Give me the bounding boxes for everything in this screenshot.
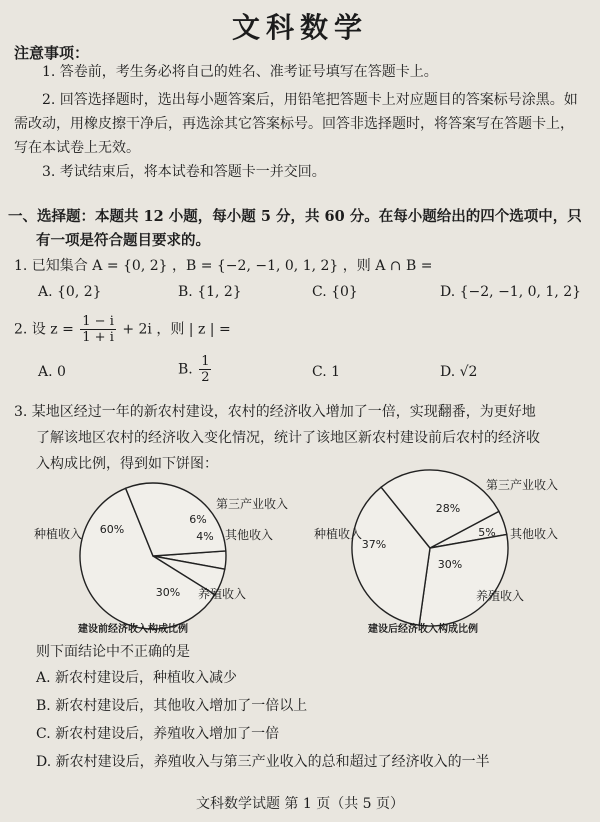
notice-heading: 注意事项： [14, 44, 90, 62]
pie-percent-0-3: 30% [155, 586, 181, 599]
q1-option-c: C. {0} [312, 284, 358, 300]
q3-line-2: 了解该地区农村的经济收入变化情况，统计了该地区新农村建设前后农村的经济收 [36, 430, 540, 446]
pie-chart-after [300, 462, 590, 636]
q3-line-1: 3. 某地区经过一年的新农村建设，农村的经济收入增加了一倍，实现翻番，为更好地 [14, 404, 536, 420]
q3-option-c: C. 新农村建设后，养殖收入增加了一倍 [36, 726, 280, 742]
notice-item-3: 3. 考试结束后，将本试卷和答题卡一并交回。 [42, 164, 326, 180]
q3-option-a: A. 新农村建设后，种植收入减少 [36, 670, 238, 686]
page-title: 文科数学 [231, 11, 368, 44]
page-footer: 文科数学试题 第 1 页（共 5 页） [195, 796, 405, 812]
section-title-line1: 一、选择题：本题共 12 小题，每小题 5 分，共 60 分。在每小题给出的四个选项中，只 [8, 208, 582, 225]
q2-frac-num: 1 − i [82, 314, 114, 329]
pie-chart-before [20, 478, 300, 636]
pie-label-1-3: 养殖收入 [476, 589, 525, 603]
pie-percent-0-1: 6% [189, 513, 207, 526]
pie-percent-1-2: 5% [478, 526, 496, 539]
q1-option-b: B. {1, 2} [178, 284, 242, 300]
q2-option-b-label: B. [178, 361, 193, 378]
pie-label-1-1: 第三产业收入 [486, 478, 559, 492]
notice-item-1: 1. 答卷前，考生务必将自己的姓名、准考证号填写在答题卡上。 [42, 64, 438, 80]
pie-percent-0-2: 4% [196, 530, 214, 543]
q2-option-d [440, 364, 477, 380]
q2-option-b-den: 2 [201, 370, 210, 385]
q2-fraction [80, 314, 116, 345]
q2-option-d-label: D. [440, 364, 456, 380]
q2-frac-den: 1 + i [82, 330, 114, 345]
q2-option-b-fraction [199, 354, 211, 385]
q2-option-c: C. 1 [312, 364, 341, 380]
q2-option-d-value: √2 [459, 364, 478, 380]
pie-percent-0-0: 60% [99, 523, 125, 536]
pie-percent-1-0: 37% [361, 538, 387, 551]
q2-option-a: A. 0 [38, 364, 66, 380]
q2-stem [14, 314, 231, 345]
q3-followup: 则下面结论中不正确的是 [36, 644, 190, 660]
pie-label-0-2: 其他收入 [225, 528, 274, 542]
q2-prefix: 2. 设 z = [14, 321, 74, 338]
q1-option-a: A. {0, 2} [38, 284, 102, 300]
notice-item-2: 2. 回答选择题时，选出每小题答案后，用铅笔把答题卡上对应题目的答案标号涂黑。如需改动，用橡皮擦干净后，再选涂其它答案标号。回答非选择题时，将答案写在答题卡上，写在本试卷上无效。 [14, 92, 578, 156]
pie-label-0-0: 种植收入 [34, 527, 83, 541]
q1-stem: 1. 已知集合 A = {0, 2} ，B = {−2, −1, 0, 1, 2} ，则 A ∩ B = [14, 258, 433, 274]
pie-slice-1-3 [419, 534, 508, 626]
pie-label-1-2: 其他收入 [510, 527, 559, 541]
section-title-line2: 有一项是符合题目要求的。 [36, 232, 210, 249]
pie-label-0-3: 养殖收入 [198, 587, 247, 601]
pie-before-caption: 建设前经济收入构成比例 [78, 624, 188, 635]
pie-label-0-1: 第三产业收入 [216, 497, 289, 511]
q3-option-b: B. 新农村建设后，其他收入增加了一倍以上 [36, 698, 308, 714]
q2-option-b-num: 1 [201, 354, 210, 369]
pie-percent-1-1: 28% [435, 502, 461, 515]
pie-after-caption: 建设后经济收入构成比例 [368, 624, 478, 635]
pie-label-1-0: 种植收入 [314, 527, 363, 541]
pie-percent-1-3: 30% [437, 558, 463, 571]
q3-line-3: 入构成比例，得到如下饼图： [36, 456, 218, 472]
q1-option-d: D. {−2, −1, 0, 1, 2} [440, 284, 582, 300]
q2-option-b [178, 354, 213, 385]
q3-option-d: D. 新农村建设后，养殖收入与第三产业收入的总和超过了经济收入的一半 [36, 754, 490, 770]
q2-suffix: + 2i ，则 | z | = [122, 321, 231, 338]
